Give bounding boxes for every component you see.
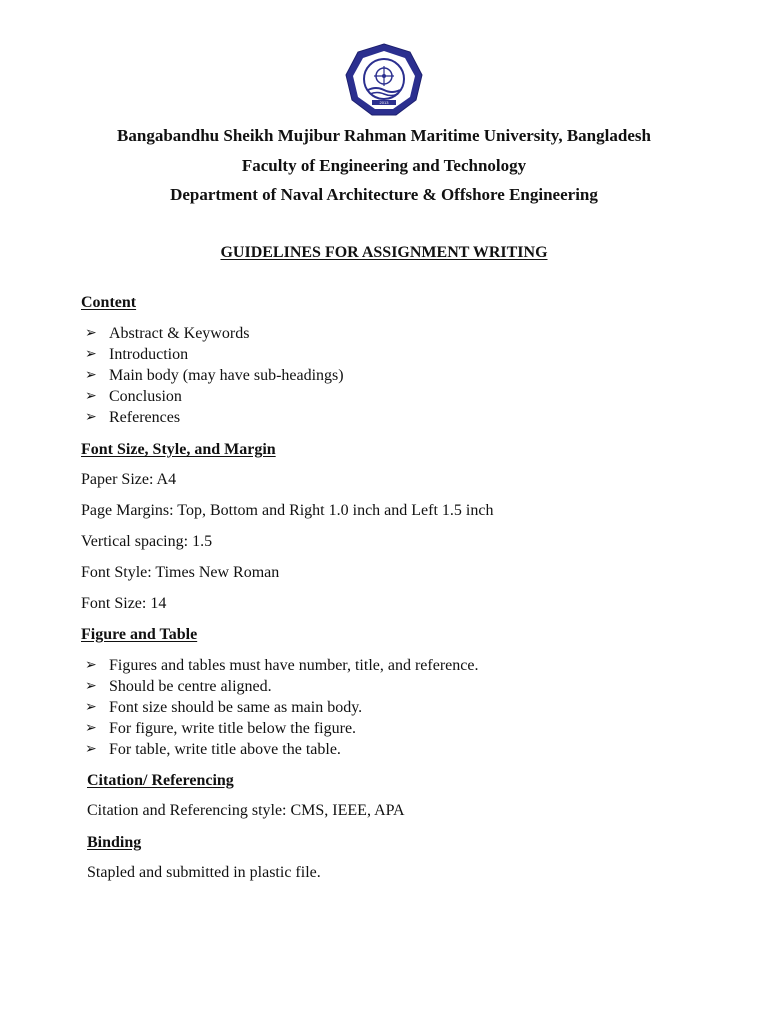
list-item: ➢ Introduction [85, 346, 189, 363]
list-item: ➢ For table, write title above the table. [85, 741, 341, 758]
list-item: ➢ Figures and tables must have number, title, and reference. [85, 657, 479, 674]
page-margins-text: Page Margins: Top, Bottom and Right 1.0 inch and Left 1.5 inch [81, 502, 494, 519]
font-size-text: Font Size: 14 [81, 595, 167, 612]
arrow-bullet-icon: ➢ [85, 389, 97, 404]
arrow-bullet-icon: ➢ [85, 410, 97, 425]
university-name: Bangabandhu Sheikh Mujibur Rahman Maritime University, Bangladesh [117, 126, 651, 145]
seal-year: 2013 [379, 100, 389, 105]
department-name: Department of Naval Architecture & Offshore Engineering [170, 185, 598, 204]
citation-text: Citation and Referencing style: CMS, IEEE, APA [87, 802, 405, 819]
arrow-bullet-icon: ➢ [85, 721, 97, 736]
faculty-name: Faculty of Engineering and Technology [241, 156, 527, 175]
list-item: ➢ Main body (may have sub-headings) [85, 367, 344, 384]
list-item: ➢ References [85, 409, 181, 426]
section-heading-content: Content [81, 294, 137, 311]
section-heading-binding: Binding [87, 834, 142, 851]
arrow-bullet-icon: ➢ [85, 326, 97, 341]
arrow-bullet-icon: ➢ [85, 679, 97, 694]
binding-text: Stapled and submitted in plastic file. [87, 864, 321, 881]
arrow-bullet-icon: ➢ [85, 347, 97, 362]
arrow-bullet-icon: ➢ [85, 742, 97, 757]
arrow-bullet-icon: ➢ [85, 368, 97, 383]
figure-list [81, 655, 478, 760]
list-item: ➢ Abstract & Keywords [85, 325, 250, 342]
font-style-text: Font Style: Times New Roman [81, 564, 280, 581]
list-item: ➢ Conclusion [85, 388, 182, 405]
list-item: ➢ Should be centre aligned. [85, 678, 272, 695]
section-heading-figure: Figure and Table [81, 626, 198, 643]
section-heading-citation: Citation/ Referencing [87, 772, 234, 789]
document-title: GUIDELINES FOR ASSIGNMENT WRITING [220, 244, 548, 261]
university-seal-icon [344, 42, 424, 118]
vertical-spacing-text: Vertical spacing: 1.5 [81, 533, 213, 550]
section-heading-font: Font Size, Style, and Margin [81, 441, 276, 458]
content-list [81, 323, 344, 428]
list-item: ➢ For figure, write title below the figure. [85, 720, 357, 737]
arrow-bullet-icon: ➢ [85, 700, 97, 715]
paper-size-text: Paper Size: A4 [81, 471, 177, 488]
arrow-bullet-icon: ➢ [85, 658, 97, 673]
list-item: ➢ Font size should be same as main body. [85, 699, 363, 716]
